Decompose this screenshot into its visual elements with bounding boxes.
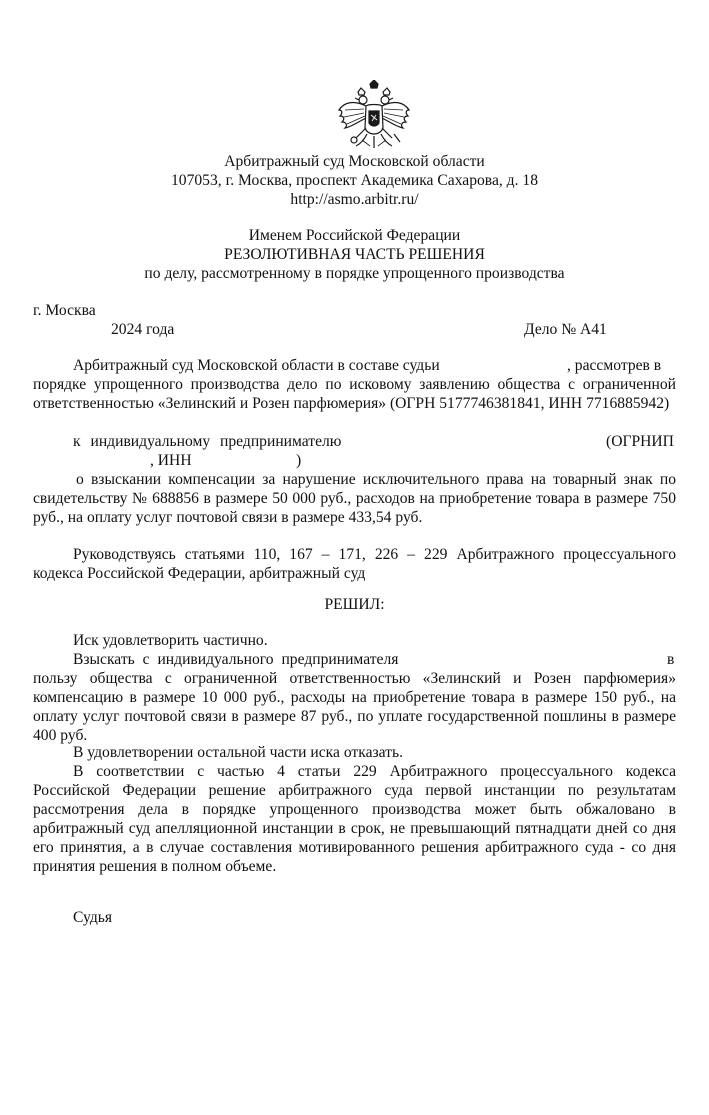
court-name: Арбитражный суд Московской области	[224, 153, 485, 170]
document-title: РЕЗОЛЮТИВНАЯ ЧАСТЬ РЕШЕНИЯ	[224, 246, 485, 263]
intro-line1-start: Арбитражный суд Московской области в составе судьи	[73, 357, 440, 374]
decision-item-2-in: в	[667, 651, 675, 668]
decision-item-4: В соответствии с частью 4 статьи 229 Арбитражного процессуального кодекса Российской Федерации решение арбитражного суда первой инстанции по результатам рассмотрения дела в порядке упрощенного производства может быть обжаловано в арбитражный суд апелляционной инстанции в срок, не превышающий пятнадцати дней со дня его принятия, а в случае составления мотивированного решения арбитражного суда - со дня принятия решения в полном объеме.	[33, 763, 676, 875]
decision-heading: РЕШИЛ:	[324, 596, 385, 613]
guided-paragraph: Руководствуясь статьями 110, 167 – 171, 226 – 229 Арбитражного процессуального кодекса Российской Федерации, арбитражный суд	[33, 546, 676, 582]
intro-paragraph: порядке упрощенного производства дело по исковому заявлению общества с ограниченной ответственностью «Зелинский и Розен парфюмерия» (ОГРН 5177746381841, ИНН 7716885942)	[33, 376, 676, 412]
judge-signature-label: Судья	[73, 909, 113, 926]
defendant-inn: , ИНН	[150, 452, 192, 469]
decision-item-2: пользу общества с ограниченной ответственностью «Зелинский и Розен парфюмерия» компенсацию в размере 10 000 руб., расходы на приобретение товара в размере 150 руб., на оплату услуг почтовой связи в размере 87 руб., по уплате государственной пошлины в размере 400 руб.	[33, 670, 676, 744]
intro-line1-end: , рассмотрев в	[567, 357, 662, 374]
document-subtitle: по делу, рассмотренному в порядке упрощенного производства	[144, 265, 565, 282]
in-the-name-of-federation: Именем Российской Федерации	[248, 227, 461, 244]
defendant-ogrnip: (ОГРНИП	[606, 433, 674, 450]
claim-paragraph: о взыскании компенсации за нарушение исключительного права на товарный знак по свидетельству № 688856 в размере 50 000 руб., расходов на приобретение товара в размере 750 руб., на оплату услуг почтовой связи в размере 433,54 руб.	[33, 471, 676, 526]
decision-item-3: В удовлетворении остальной части иска отказать.	[73, 744, 404, 761]
case-number: Дело № А41	[524, 321, 607, 338]
court-address: 107053, г. Москва, проспект Академика Сахарова, д. 18	[170, 172, 539, 189]
coat-of-arms-icon	[336, 80, 412, 154]
decision-item-1: Иск удовлетворить частично.	[73, 632, 268, 649]
court-website: http://asmo.arbitr.ru/	[290, 191, 419, 208]
defendant-line: к индивидуальному предпринимателю	[73, 433, 342, 450]
defendant-inn-close: )	[296, 452, 302, 469]
decision-item-2-start: Взыскать с индивидуального предпринимателя	[73, 651, 399, 668]
decision-date: 2024 года	[111, 321, 175, 338]
city: г. Москва	[33, 302, 96, 319]
